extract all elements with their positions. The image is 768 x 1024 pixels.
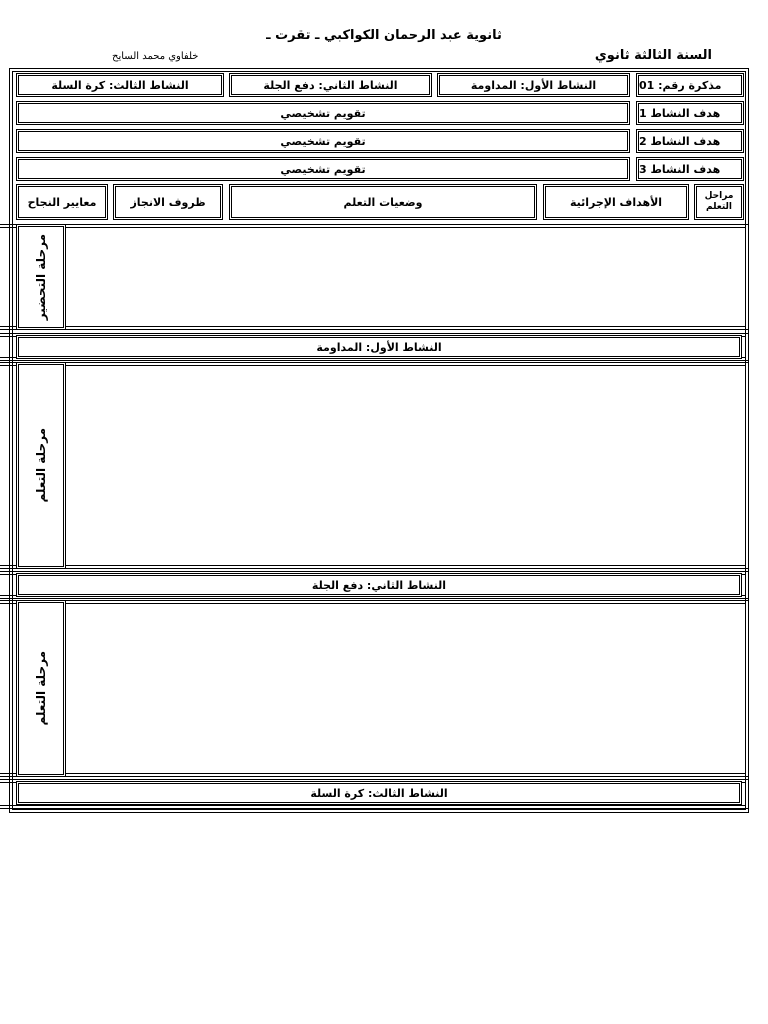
- goal3-value: تقويم تشخيصي: [280, 162, 366, 176]
- situations-header: وضعيات التعلم: [343, 195, 423, 209]
- prep-stage-cell: [16, 224, 66, 330]
- banner2-cell: [16, 573, 742, 597]
- learn-block-1: [0, 362, 749, 569]
- conditions-header: ظروف الانجاز: [130, 195, 206, 209]
- objectives-header-cell: [543, 184, 689, 220]
- activity1-label: النشاط الأول: المداومة: [470, 78, 597, 92]
- goal2-value: تقويم تشخيصي: [280, 134, 366, 148]
- memo-number-cell: [636, 73, 744, 97]
- prep-stage-label: مرحلة التحضير: [34, 233, 48, 321]
- learn-stage-label-2: مرحلة التعلم: [34, 651, 48, 726]
- activity2-label: النشاط الثاني: دفع الجلة: [263, 78, 398, 92]
- criteria-header: معايير النجاح: [27, 195, 97, 209]
- goal3-label-cell: [636, 157, 744, 181]
- goal3-value-cell: [16, 157, 630, 181]
- banner1-label: النشاط الأول: المداومة: [316, 340, 442, 354]
- learn-stage-cell-2: [16, 600, 66, 777]
- goal1-label: هدف النشاط 1: [639, 106, 721, 120]
- teacher-name: خلفاوي محمد السايح: [112, 51, 199, 62]
- goal2-label: هدف النشاط 2: [639, 134, 721, 148]
- learn-stage-label-1: مرحلة التعلم: [34, 428, 48, 503]
- goal1-value-cell: [16, 101, 630, 125]
- school-title: ثانوية عبد الرحمان الكواكبي ـ تقرت ـ: [266, 28, 502, 43]
- conditions-header-cell: [113, 184, 223, 220]
- learn-stage-cell-1: [16, 362, 66, 569]
- criteria-header-cell: [16, 184, 108, 220]
- stages-header-line1: مراحل: [704, 191, 734, 201]
- year-label: السنة الثالثة ثانوي: [594, 48, 712, 63]
- banner1-cell: [16, 335, 742, 359]
- activity1-cell: [437, 73, 630, 97]
- stages-header-line2: التعلم: [706, 202, 732, 212]
- goal1-label-cell: [636, 101, 744, 125]
- goal2-value-cell: [16, 129, 630, 153]
- activity2-cell: [229, 73, 432, 97]
- prep-block: [0, 224, 749, 330]
- banner2-label: النشاط الثاني: دفع الجلة: [311, 578, 447, 592]
- stages-header-cell: [694, 184, 744, 220]
- objectives-header: الأهداف الإجرائية: [569, 195, 663, 209]
- goal1-value: تقويم تشخيصي: [280, 106, 366, 120]
- goal2-label-cell: [636, 129, 744, 153]
- memo-number: مذكرة رقم: 01: [639, 78, 722, 92]
- learn-block-2: [0, 600, 749, 777]
- goal3-label: هدف النشاط 3: [639, 162, 721, 176]
- activity3-cell: [16, 73, 224, 97]
- situations-header-cell: [229, 184, 537, 220]
- banner3-cell: [16, 781, 742, 805]
- activity3-label: النشاط الثالث: كرة السلة: [51, 78, 189, 92]
- banner3-label: النشاط الثالث: كرة السلة: [310, 786, 448, 800]
